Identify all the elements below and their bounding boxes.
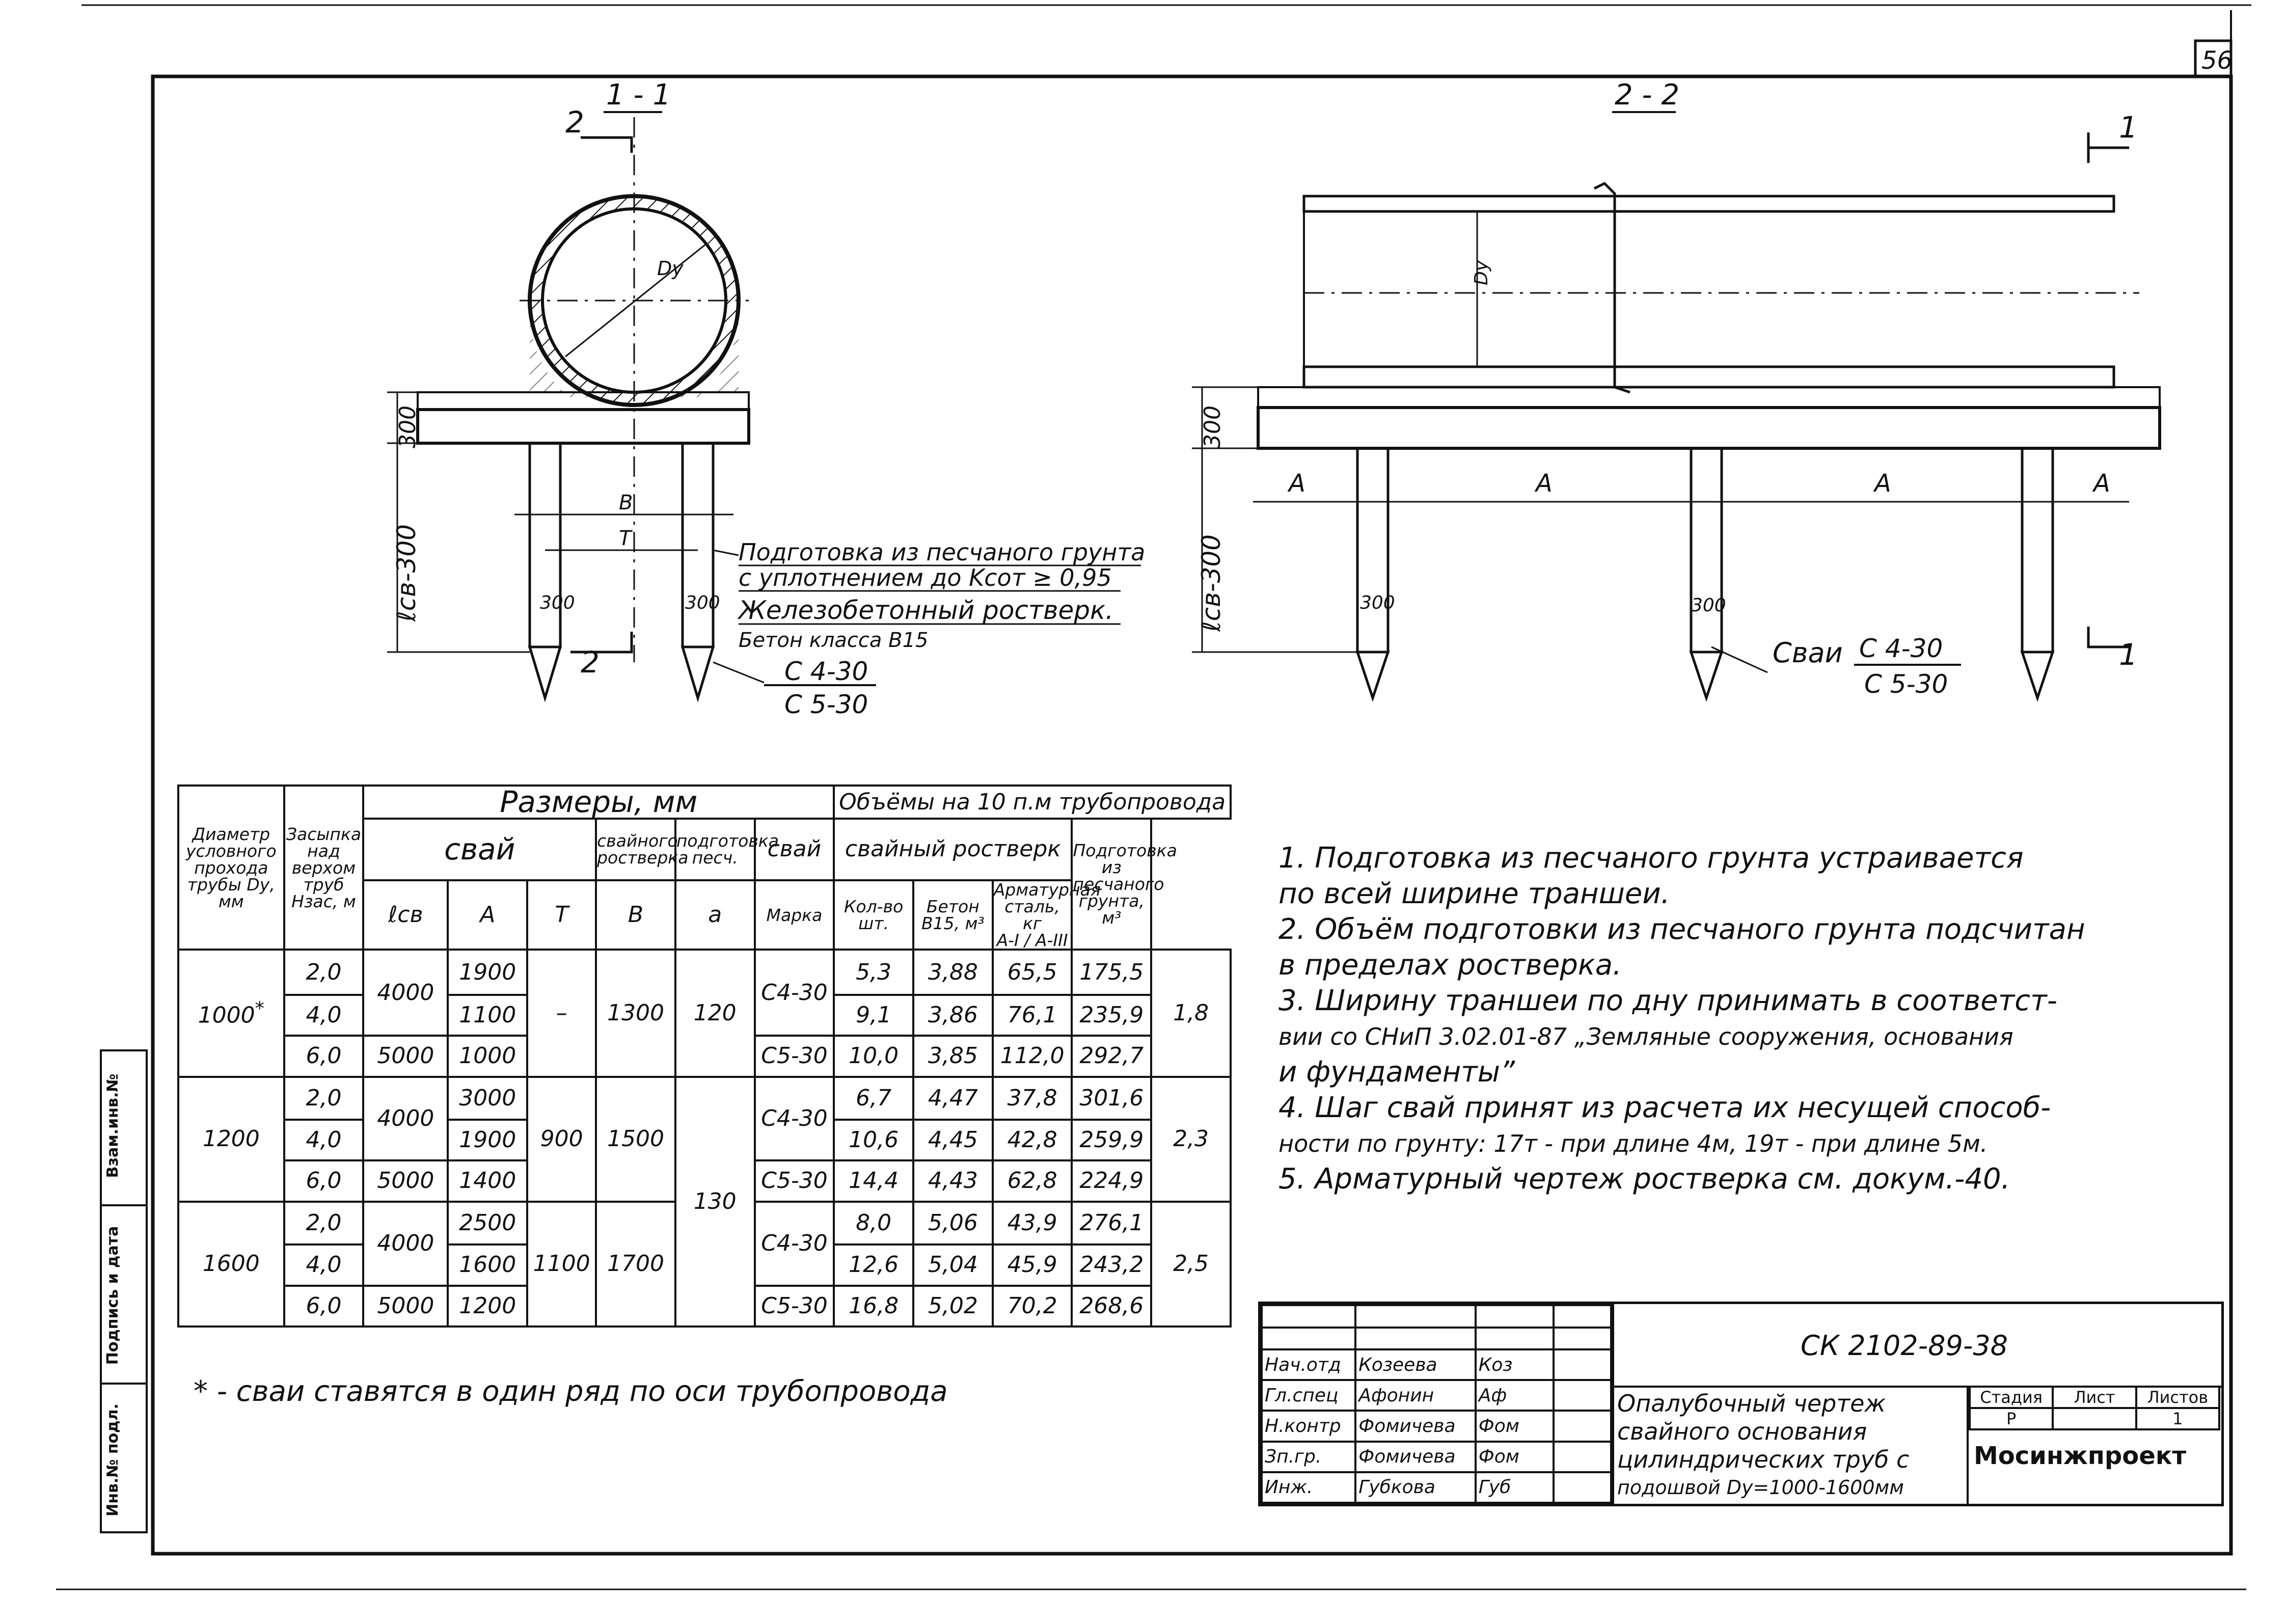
cell-count: 14,4 bbox=[834, 1160, 913, 1201]
dim-a-3: A bbox=[1874, 469, 1891, 498]
cell-fill: 2,0 bbox=[284, 950, 364, 994]
person-name: Фомичева bbox=[1355, 1442, 1475, 1472]
cell-t: 1100 bbox=[527, 1202, 596, 1327]
cell-a3: 235,9 bbox=[1072, 995, 1151, 1036]
note-line: по всей ширине траншеи. bbox=[1278, 877, 1670, 910]
role: Инж. bbox=[1262, 1472, 1355, 1503]
cell-t: 900 bbox=[527, 1077, 596, 1202]
cell-count: 9,1 bbox=[834, 995, 913, 1036]
header-lsv: ℓсв bbox=[363, 880, 448, 950]
dim-a-1: A bbox=[1289, 469, 1305, 498]
cell-count: 16,8 bbox=[834, 1286, 913, 1327]
note-line: 1. Подготовка из песчаного грунта устраивается bbox=[1278, 842, 2024, 875]
cell-a: 3000 bbox=[448, 1077, 527, 1120]
cell-lsv: 4000 bbox=[363, 1202, 448, 1286]
cell-b: 1700 bbox=[596, 1202, 675, 1327]
header-b: B bbox=[596, 880, 675, 950]
dim-300-pile-2a: 300 bbox=[1360, 592, 1395, 613]
cell-lsv: 5000 bbox=[363, 1036, 448, 1076]
header-v-prep: Подготовка из песчаного грунта, м³ bbox=[1072, 819, 1151, 950]
person-name: Афонин bbox=[1355, 1380, 1475, 1411]
signature: Фом bbox=[1476, 1411, 1554, 1441]
header-volumes: Объёмы на 10 п.м трубопровода bbox=[834, 786, 1231, 819]
role: Нач.отд bbox=[1262, 1349, 1355, 1380]
sheet-value bbox=[2053, 1408, 2136, 1429]
drawing-title: Опалубочный чертеж свайного основания цилиндрических труб с подошвой Dу=1000-1600мм bbox=[1617, 1390, 1910, 1499]
side-podpis: Подпись и дата bbox=[104, 1226, 122, 1365]
spec-table bbox=[177, 784, 1232, 1328]
note-line: 3. Ширину траншеи по дну принимать в соответст- bbox=[1278, 984, 2057, 1017]
callout-sand-1: Подготовка из песчаного грунта bbox=[739, 538, 1146, 566]
header-v-piles: свай bbox=[755, 819, 834, 880]
stage-value: Р bbox=[1970, 1408, 2053, 1429]
cell-a1: 42,8 bbox=[993, 1120, 1072, 1160]
cell-mark: С5-30 bbox=[755, 1286, 834, 1327]
cell-t: – bbox=[527, 950, 596, 1076]
note-line: 5. Арматурный чертеж ростверка см. докум.-40. bbox=[1278, 1162, 2010, 1196]
callout-sand-2: с уплотнением до Kсот ≥ 0,95 bbox=[739, 564, 1112, 591]
cell-a: 1600 bbox=[448, 1244, 527, 1285]
cell-fill: 6,0 bbox=[284, 1036, 364, 1076]
organization: Мосинжпроект bbox=[1974, 1442, 2187, 1470]
role: Гл.спец bbox=[1262, 1380, 1355, 1411]
person-name: Козеева bbox=[1355, 1349, 1475, 1380]
section-1-1-title: 1 - 1 bbox=[606, 78, 671, 112]
cell-a1: 45,9 bbox=[993, 1244, 1072, 1285]
cell-fill: 6,0 bbox=[284, 1160, 364, 1201]
dy-label-1: Dу bbox=[657, 257, 684, 280]
cell-count: 5,3 bbox=[834, 950, 913, 994]
sheet-header: Лист bbox=[2053, 1387, 2136, 1408]
cell-count: 10,0 bbox=[834, 1036, 913, 1076]
cell-prep: 2,5 bbox=[1151, 1202, 1231, 1327]
dim-300-pile-2b: 300 bbox=[1691, 595, 1726, 616]
cell-fill: 6,0 bbox=[284, 1286, 364, 1327]
person-name: Фомичева bbox=[1355, 1411, 1475, 1441]
cell-fill: 2,0 bbox=[284, 1202, 364, 1244]
cell-a2: 120 bbox=[675, 950, 755, 1076]
cell-a3: 292,7 bbox=[1072, 1036, 1151, 1076]
cell-mark: С5-30 bbox=[755, 1036, 834, 1076]
signature: Губ bbox=[1476, 1472, 1554, 1503]
note-line: ности по грунту: 17т - при длине 4м, 19т - при длине 5м. bbox=[1278, 1130, 1988, 1157]
cell-lsv: 4000 bbox=[363, 1077, 448, 1161]
cell-mark: С4-30 bbox=[755, 1202, 834, 1286]
cell-a: 1400 bbox=[448, 1160, 527, 1201]
header-grillage: свайного ростверка bbox=[596, 819, 675, 880]
side-vzam: Взам.инв.№ bbox=[104, 1073, 122, 1178]
general-notes bbox=[1278, 841, 2185, 1197]
stage-header: Стадия bbox=[1970, 1387, 2053, 1408]
dim-300-pile-right: 300 bbox=[685, 592, 720, 613]
cell-prep: 2,3 bbox=[1151, 1077, 1231, 1202]
cell-count: 6,7 bbox=[834, 1077, 913, 1120]
header-sizes: Размеры, мм bbox=[363, 786, 834, 819]
cell-diameter-1200: 1200 bbox=[178, 1077, 284, 1202]
person-name: Губкова bbox=[1355, 1472, 1475, 1503]
cell-a1: 43,9 bbox=[993, 1202, 1072, 1244]
header-piles: свай bbox=[363, 819, 596, 880]
signature-table bbox=[1261, 1304, 1612, 1504]
cell-mark: С5-30 bbox=[755, 1160, 834, 1201]
note-line: 2. Объём подготовки из песчаного грунта подсчитан bbox=[1278, 913, 2085, 946]
header-a: A bbox=[448, 880, 527, 950]
cell-b: 1500 bbox=[596, 1077, 675, 1202]
cell-lsv: 4000 bbox=[363, 950, 448, 1036]
cell-a1: 112,0 bbox=[993, 1036, 1072, 1076]
pile-mark-c4-2: С 4-30 bbox=[1859, 634, 1943, 663]
cell-a3: 268,6 bbox=[1072, 1286, 1151, 1327]
cell-a1: 70,2 bbox=[993, 1286, 1072, 1327]
section-1-1 bbox=[387, 78, 1145, 719]
cell-concrete: 5,06 bbox=[913, 1202, 993, 1244]
dim-lsv-2: ℓсв-300 bbox=[1196, 534, 1226, 632]
cell-prep: 1,8 bbox=[1151, 950, 1231, 1076]
cell-mark: С4-30 bbox=[755, 1077, 834, 1161]
cell-a: 1900 bbox=[448, 950, 527, 994]
cell-a: 1200 bbox=[448, 1286, 527, 1327]
note-line: в пределах ростверка. bbox=[1278, 949, 1622, 982]
header-fill: Засыпка над верхом труб Hзас, м bbox=[284, 786, 364, 950]
cut-mark-2-bottom: 2 bbox=[581, 645, 600, 680]
cell-mark: С4-30 bbox=[755, 950, 834, 1036]
dim-300-left-2: 300 bbox=[1200, 405, 1226, 448]
signature: Фом bbox=[1476, 1442, 1554, 1472]
cell-diameter-1600: 1600 bbox=[178, 1202, 284, 1327]
cell-a3: 276,1 bbox=[1072, 1202, 1151, 1244]
sheets-value: 1 bbox=[2136, 1408, 2219, 1429]
cell-a2-shared: 130 bbox=[675, 1077, 755, 1327]
cell-a1: 76,1 bbox=[993, 995, 1072, 1036]
cell-a: 1100 bbox=[448, 995, 527, 1036]
cell-a3: 224,9 bbox=[1072, 1160, 1151, 1201]
dim-a-2: A bbox=[1536, 469, 1553, 498]
cell-a: 1900 bbox=[448, 1120, 527, 1160]
dim-lsv-1: ℓсв-300 bbox=[392, 524, 421, 621]
cell-concrete: 3,88 bbox=[913, 950, 993, 994]
cell-concrete: 5,04 bbox=[913, 1244, 993, 1285]
section-2-2 bbox=[1192, 78, 2160, 699]
role: Зп.гр. bbox=[1262, 1442, 1355, 1472]
pile-mark-c5-2: С 5-30 bbox=[1864, 669, 1948, 699]
title-block bbox=[1258, 1302, 2224, 1506]
cell-fill: 4,0 bbox=[284, 1244, 364, 1285]
side-inv: Инв.№ подл. bbox=[104, 1403, 122, 1517]
cell-a3: 175,5 bbox=[1072, 950, 1151, 994]
header-t: T bbox=[527, 880, 596, 950]
cut-mark-1-bottom: 1 bbox=[2119, 637, 2138, 672]
cell-count: 12,6 bbox=[834, 1244, 913, 1285]
cell-b: 1300 bbox=[596, 950, 675, 1076]
cut-mark-2-top: 2 bbox=[565, 105, 584, 140]
piles-label-2: Сваи bbox=[1773, 637, 1843, 669]
pile-mark-c4-1: С 4-30 bbox=[784, 657, 868, 686]
cell-concrete: 4,47 bbox=[913, 1077, 993, 1120]
note-line: 4. Шаг свай принят из расчета их несущей способ- bbox=[1278, 1091, 2051, 1124]
dim-a-4: A bbox=[2093, 469, 2110, 498]
role: Н.контр bbox=[1262, 1411, 1355, 1441]
page-number: 56 bbox=[2201, 46, 2233, 75]
cell-fill: 4,0 bbox=[284, 1120, 364, 1160]
footnote: * - сваи ставятся в один ряд по оси трубопровода bbox=[194, 1375, 948, 1408]
cell-diameter-1000: 1000* bbox=[178, 950, 284, 1076]
header-prep: подготовка песч. bbox=[675, 819, 755, 880]
header-mark: Марка bbox=[755, 880, 834, 950]
cell-count: 10,6 bbox=[834, 1120, 913, 1160]
cell-fill: 4,0 bbox=[284, 995, 364, 1036]
cell-a1: 65,5 bbox=[993, 950, 1072, 994]
note-line: и фундаменты” bbox=[1278, 1055, 1515, 1089]
stage-table bbox=[1969, 1386, 2220, 1430]
cell-a: 2500 bbox=[448, 1202, 527, 1244]
dim-300-left-1: 300 bbox=[395, 405, 421, 448]
cell-lsv: 5000 bbox=[363, 1286, 448, 1327]
cell-fill: 2,0 bbox=[284, 1077, 364, 1120]
dim-b: B bbox=[619, 491, 633, 515]
header-count: Кол-во шт. bbox=[834, 880, 913, 950]
cell-a3: 259,9 bbox=[1072, 1120, 1151, 1160]
pile-mark-c5-1: С 5-30 bbox=[784, 690, 868, 719]
signature: Коз bbox=[1476, 1349, 1554, 1380]
cell-a1: 62,8 bbox=[993, 1160, 1072, 1201]
callout-concrete: Бетон класса B15 bbox=[739, 629, 929, 652]
sheets-header: Листов bbox=[2136, 1387, 2219, 1408]
dim-300-pile-left: 300 bbox=[540, 592, 575, 613]
cell-a: 1000 bbox=[448, 1036, 527, 1076]
cell-concrete: 4,43 bbox=[913, 1160, 993, 1201]
header-steel: Арматурная сталь, кг А-I / А-III bbox=[993, 880, 1101, 951]
cell-concrete: 4,45 bbox=[913, 1120, 993, 1160]
cell-concrete: 5,02 bbox=[913, 1286, 993, 1327]
signature: Аф bbox=[1476, 1380, 1554, 1411]
cell-concrete: 3,86 bbox=[913, 995, 993, 1036]
header-a2: a bbox=[675, 880, 755, 950]
cell-a3: 301,6 bbox=[1072, 1077, 1151, 1120]
cut-mark-1-top: 1 bbox=[2119, 110, 2138, 145]
cell-concrete: 3,85 bbox=[913, 1036, 993, 1076]
callout-grillage: Железобетонный ростверк. bbox=[739, 596, 1114, 625]
side-stamp bbox=[100, 1049, 148, 1533]
header-diameter: Диаметр условного прохода трубы Dу, мм bbox=[178, 786, 284, 950]
header-v-grillage: свайный ростверк bbox=[834, 819, 1072, 880]
dim-t: T bbox=[619, 527, 632, 550]
cell-count: 8,0 bbox=[834, 1202, 913, 1244]
section-2-2-title: 2 - 2 bbox=[1615, 78, 1680, 112]
cell-a1: 37,8 bbox=[993, 1077, 1072, 1120]
cell-lsv: 5000 bbox=[363, 1160, 448, 1201]
note-line: вии со СНиП 3.02.01-87 „Земляные сооружения, основания bbox=[1278, 1023, 2013, 1050]
cell-a3: 243,2 bbox=[1072, 1244, 1151, 1285]
header-concrete: Бетон В15, м³ bbox=[913, 880, 993, 950]
dy-label-2: Dу bbox=[1471, 260, 1492, 285]
doc-code: СК 2102-89-38 bbox=[1801, 1330, 2008, 1362]
